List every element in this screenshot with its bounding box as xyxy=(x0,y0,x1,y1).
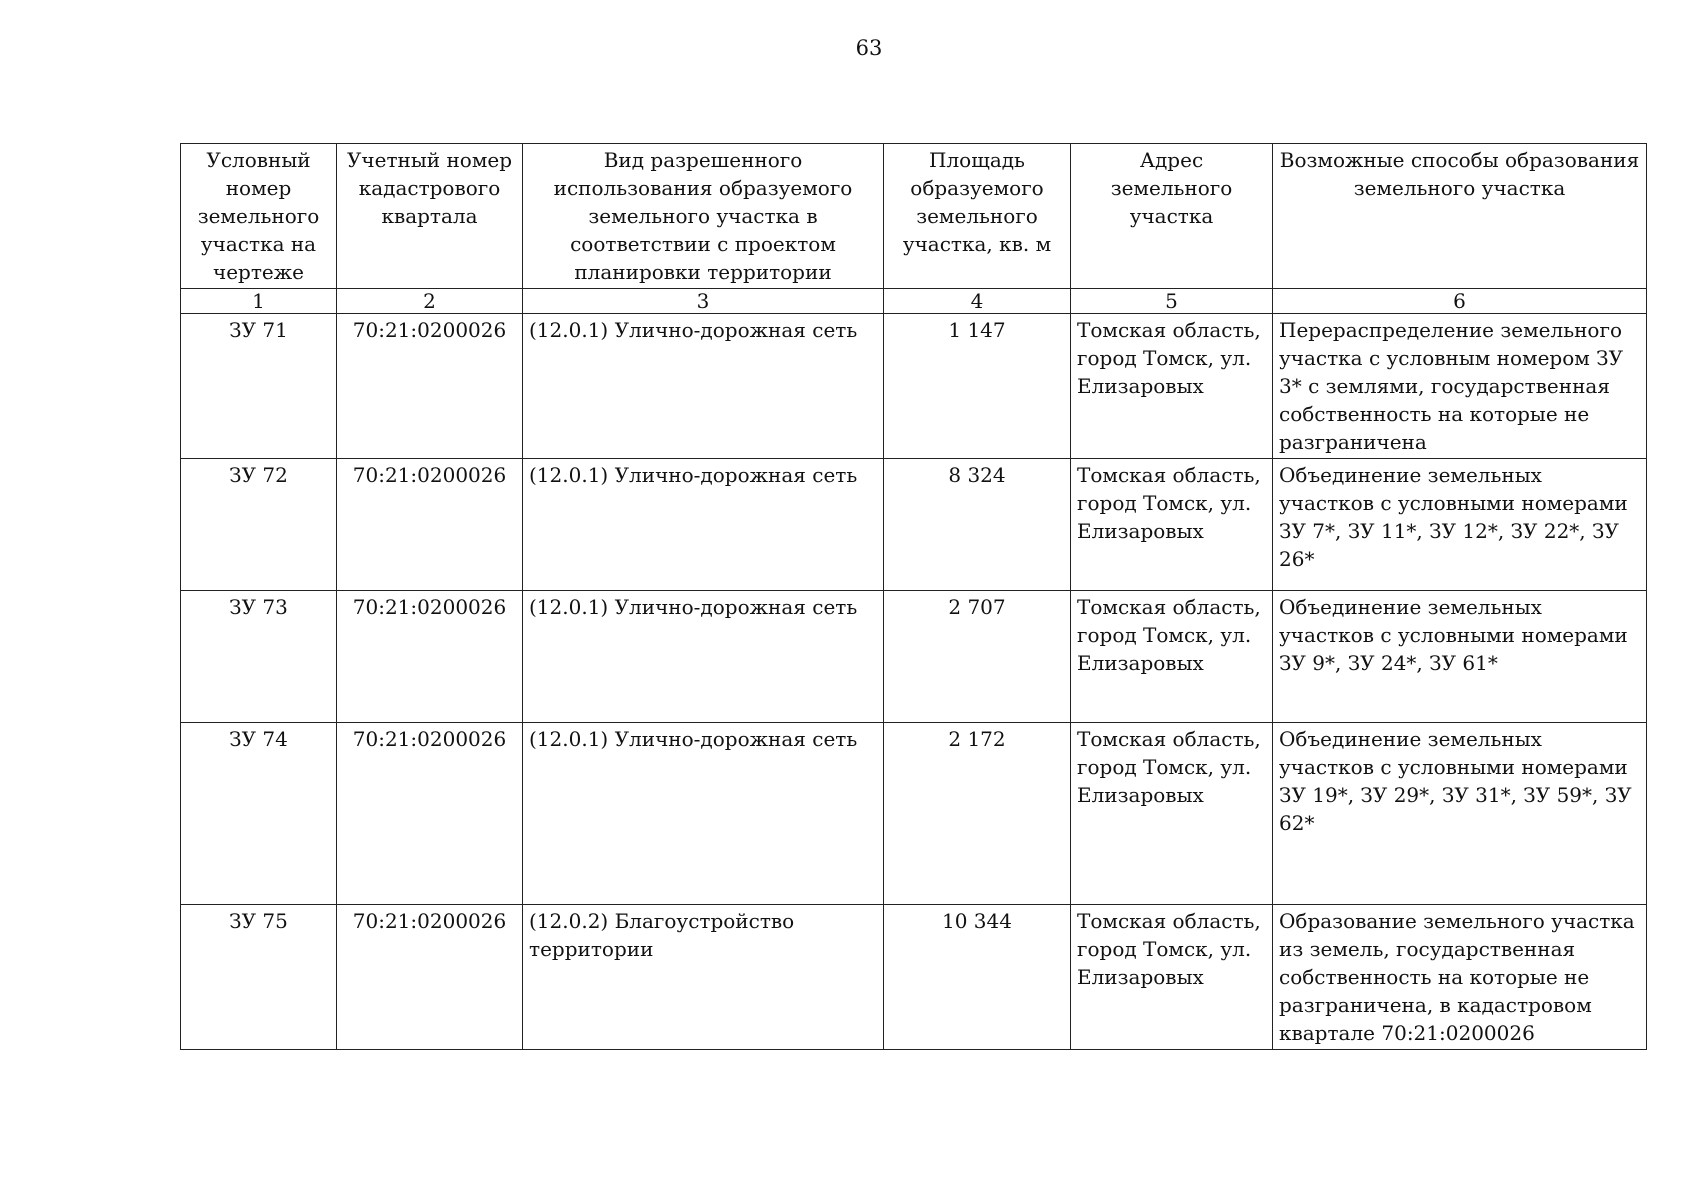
cadastral-quarter-cell: 70:21:0200026 xyxy=(337,591,523,723)
page-number: 63 xyxy=(855,36,883,60)
formation-method-cell: Перераспределение земельного участка с условным номером ЗУ 3* с землями, государственная собственность на которые не разграничена xyxy=(1273,314,1647,459)
plot-number-cell: ЗУ 75 xyxy=(181,905,337,1050)
permitted-use-cell: (12.0.2) Благоустройство территории xyxy=(523,905,884,1050)
plot-number-cell: ЗУ 74 xyxy=(181,723,337,905)
permitted-use-cell: (12.0.1) Улично-дорожная сеть xyxy=(523,459,884,591)
cadastral-quarter-cell: 70:21:0200026 xyxy=(337,723,523,905)
column-number: 6 xyxy=(1273,289,1647,314)
formation-method-cell: Объединение земельных участков с условными номерами ЗУ 9*, ЗУ 24*, ЗУ 61* xyxy=(1273,591,1647,723)
table-row xyxy=(181,723,1647,905)
table-row xyxy=(181,591,1647,723)
table-row xyxy=(181,459,1647,591)
address-cell: Томская область, город Томск, ул. Елизаровых xyxy=(1071,459,1273,591)
area-cell: 10 344 xyxy=(884,905,1071,1050)
plot-number-cell: ЗУ 71 xyxy=(181,314,337,459)
permitted-use-cell: (12.0.1) Улично-дорожная сеть xyxy=(523,723,884,905)
land-plots-table xyxy=(180,143,1647,1050)
header-area: Площадь образуемого земельного участка, кв. м xyxy=(884,144,1071,289)
header-address: Адрес земельного участка xyxy=(1071,144,1273,289)
area-cell: 1 147 xyxy=(884,314,1071,459)
address-cell: Томская область, город Томск, ул. Елизаровых xyxy=(1071,591,1273,723)
column-number: 4 xyxy=(884,289,1071,314)
column-number: 2 xyxy=(337,289,523,314)
permitted-use-cell: (12.0.1) Улично-дорожная сеть xyxy=(523,314,884,459)
area-cell: 8 324 xyxy=(884,459,1071,591)
header-formation-method: Возможные способы образования земельного участка xyxy=(1273,144,1647,289)
column-number: 1 xyxy=(181,289,337,314)
plot-number-cell: ЗУ 72 xyxy=(181,459,337,591)
area-cell: 2 707 xyxy=(884,591,1071,723)
column-number-row xyxy=(181,289,1647,314)
formation-method-cell: Объединение земельных участков с условными номерами ЗУ 7*, ЗУ 11*, ЗУ 12*, ЗУ 22*, ЗУ 26* xyxy=(1273,459,1647,591)
table-body xyxy=(181,289,1647,1050)
permitted-use-cell: (12.0.1) Улично-дорожная сеть xyxy=(523,591,884,723)
address-cell: Томская область, город Томск, ул. Елизаровых xyxy=(1071,905,1273,1050)
formation-method-cell: Объединение земельных участков с условными номерами ЗУ 19*, ЗУ 29*, ЗУ 31*, ЗУ 59*, ЗУ 62* xyxy=(1273,723,1647,905)
cadastral-quarter-cell: 70:21:0200026 xyxy=(337,905,523,1050)
table-header xyxy=(181,144,1647,289)
plot-number-cell: ЗУ 73 xyxy=(181,591,337,723)
address-cell: Томская область, город Томск, ул. Елизаровых xyxy=(1071,723,1273,905)
header-permitted-use: Вид разрешенного использования образуемого земельного участка в соответствии с проектом планировки территории xyxy=(523,144,884,289)
address-cell: Томская область, город Томск, ул. Елизаровых xyxy=(1071,314,1273,459)
column-number: 3 xyxy=(523,289,884,314)
formation-method-cell: Образование земельного участка из земель, государственная собственность на которые не разграничена, в кадастровом квартале 70:21:0200026 xyxy=(1273,905,1647,1050)
table-row xyxy=(181,314,1647,459)
header-plot-number: Условный номер земельного участка на чертеже xyxy=(181,144,337,289)
column-number: 5 xyxy=(1071,289,1273,314)
header-row xyxy=(181,144,1647,289)
area-cell: 2 172 xyxy=(884,723,1071,905)
header-cadastral-quarter: Учетный номер кадастрового квартала xyxy=(337,144,523,289)
table-row xyxy=(181,905,1647,1050)
cadastral-quarter-cell: 70:21:0200026 xyxy=(337,459,523,591)
cadastral-quarter-cell: 70:21:0200026 xyxy=(337,314,523,459)
